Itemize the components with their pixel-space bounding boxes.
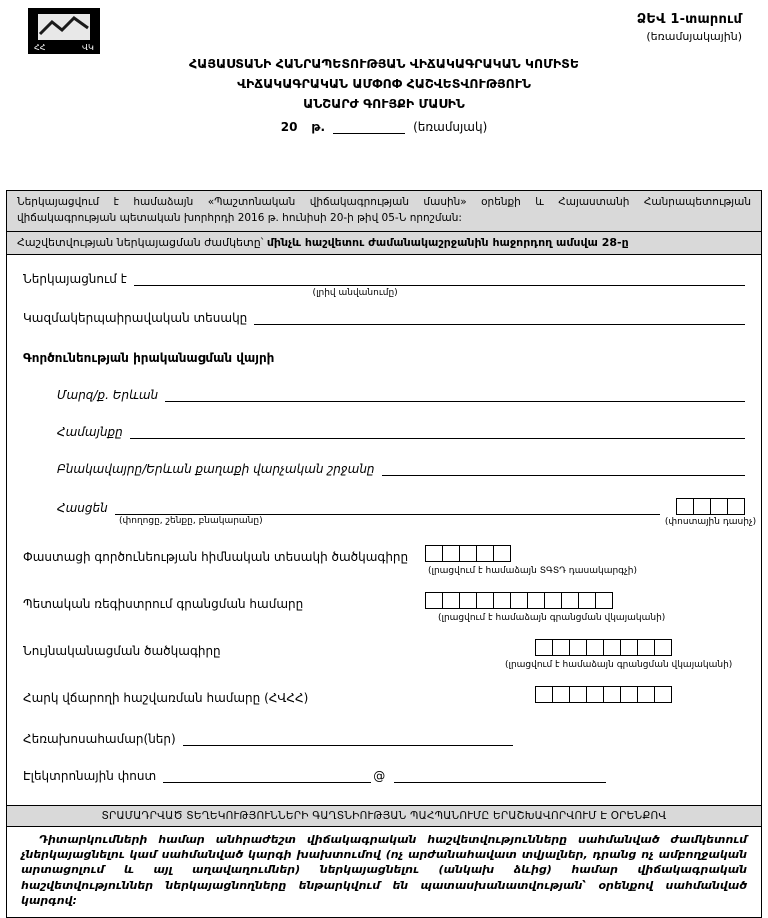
activity-code-caption: (լրացվում է համաձայն ՏԳՏԴ դասակարգչի) xyxy=(428,565,637,576)
code-cell[interactable] xyxy=(425,592,443,609)
activity-code-row xyxy=(23,545,745,576)
year-unit: թ. xyxy=(311,120,326,134)
code-cell[interactable] xyxy=(527,592,545,609)
code-cell[interactable] xyxy=(476,545,494,562)
region-fill-line[interactable] xyxy=(165,387,745,402)
deadline-prefix: Հաշվետվության ներկայացման ժամկետը՝ xyxy=(17,235,267,249)
region-label: Մարզ/ք. Երևան xyxy=(57,387,159,402)
code-cell[interactable] xyxy=(535,639,553,656)
logo-letters-right: ՎԿ xyxy=(82,43,94,52)
code-cell[interactable] xyxy=(476,592,494,609)
code-cell[interactable] xyxy=(578,592,596,609)
presenter-fill-line[interactable] xyxy=(134,271,745,286)
year-prefix: 20 xyxy=(280,120,298,134)
tin-cells xyxy=(535,686,672,703)
code-cell[interactable] xyxy=(676,498,694,515)
org-type-row xyxy=(23,310,745,325)
activity-place-heading: Գործունեության իրականացման վայրի xyxy=(23,350,275,365)
title-block xyxy=(0,54,768,134)
address-caption: (փողոցը, շենքը, բնակարանը) xyxy=(119,515,263,526)
settlement-row xyxy=(23,461,745,476)
address-fill-line[interactable] xyxy=(115,500,660,515)
code-cell[interactable] xyxy=(493,592,511,609)
activity-code-cells xyxy=(425,545,511,562)
email-local-fill-line[interactable] xyxy=(163,768,371,783)
code-cell[interactable] xyxy=(425,545,443,562)
phone-fill-line[interactable] xyxy=(183,731,513,746)
register-caption: (լրացվում է համաձայն գրանցման վկայականի) xyxy=(438,612,666,623)
code-cell[interactable] xyxy=(654,639,672,656)
postal-caption: (փոստային դասիչ) xyxy=(664,516,757,527)
report-title: ՎԻՃԱԿԱԳՐԱԿԱՆ ԱՄՓՈՓ ՀԱՇՎԵՏՎՈՒԹՅՈՒՆ xyxy=(237,76,531,91)
code-cell[interactable] xyxy=(561,592,579,609)
code-cell[interactable] xyxy=(552,639,570,656)
email-row xyxy=(23,768,745,783)
activity-place-heading-row xyxy=(23,351,745,365)
phone-label: Հեռախոսահամար(ներ) xyxy=(23,731,176,746)
postal-code-block xyxy=(664,498,757,527)
code-cell[interactable] xyxy=(654,686,672,703)
report-subject: ԱՆՇԱՐԺ ԳՈՒՅՔԻ ՄԱՍԻՆ xyxy=(303,96,465,111)
code-cell[interactable] xyxy=(710,498,728,515)
code-cell[interactable] xyxy=(544,592,562,609)
code-cell[interactable] xyxy=(442,545,460,562)
armstat-logo xyxy=(28,8,100,54)
register-number-row xyxy=(23,592,745,623)
armstat-logo-graphic xyxy=(28,8,100,54)
code-cell[interactable] xyxy=(586,639,604,656)
tin-row xyxy=(23,686,745,705)
register-number-cells xyxy=(425,592,613,609)
email-label: Էլեկտրոնային փոստ xyxy=(23,768,157,783)
code-cell[interactable] xyxy=(595,592,613,609)
code-cell[interactable] xyxy=(569,639,587,656)
form-code: ՁԵՎ 1-տարում xyxy=(636,12,742,27)
report-date-line xyxy=(0,120,768,134)
code-cell[interactable] xyxy=(459,592,477,609)
quarter-fill-line[interactable] xyxy=(333,121,405,134)
org-type-fill-line[interactable] xyxy=(254,310,745,325)
code-cell[interactable] xyxy=(620,639,638,656)
code-cell[interactable] xyxy=(510,592,528,609)
community-label: Համայնքը xyxy=(57,424,123,439)
id-code-row xyxy=(23,639,745,670)
email-domain-fill-line[interactable] xyxy=(394,768,606,783)
region-row xyxy=(23,387,745,402)
settlement-fill-line[interactable] xyxy=(382,461,745,476)
id-code-cells xyxy=(535,639,672,656)
fields-area xyxy=(7,255,761,805)
period-suffix: (եռամսյակ) xyxy=(413,120,488,134)
form-code-block xyxy=(637,12,742,43)
email-at-sign: @ xyxy=(373,768,386,783)
committee-title: ՀԱՅԱՍՏԱՆԻ ՀԱՆՐԱՊԵՏՈՒԹՅԱՆ ՎԻՃԱԿԱԳՐԱԿԱՆ ԿՈՄԻՏԵ xyxy=(189,56,579,71)
id-code-caption: (լրացվում է համաձայն գրանցման վկայականի) xyxy=(505,659,733,670)
code-cell[interactable] xyxy=(459,545,477,562)
form-body-box xyxy=(6,190,762,918)
code-cell[interactable] xyxy=(637,686,655,703)
address-row xyxy=(23,498,757,527)
code-cell[interactable] xyxy=(603,686,621,703)
code-cell[interactable] xyxy=(493,545,511,562)
community-fill-line[interactable] xyxy=(130,424,745,439)
code-cell[interactable] xyxy=(620,686,638,703)
presenter-caption: (լրիվ անվանումը) xyxy=(312,287,398,298)
settlement-label: Բնակավայրը/Երևան քաղաքի վարչական շրջանը xyxy=(57,461,375,476)
liability-note: Դիտարկումների համար անհրաժեշտ վիճակագրական հաշվետվությունները սահմանված ժամկետում չներկայացնելու կամ սահմանված կարգի խախտումով (ոչ արժանահավատ տվյալներ, դրանց ոչ ամբողջական արտացոլում և այլ աղավաղումներ) ներկայացնելու (անկախ ձևից) համար վիճակագրական հաշվետվություններ ներկայացնողները ենթարկվում են պատասխանատվության՝ օրենքով սահմանված կարգով: xyxy=(21,832,747,908)
form-periodicity: (եռամսյակային) xyxy=(646,30,742,43)
code-cell[interactable] xyxy=(569,686,587,703)
confidentiality-bar: ՏՐԱՄԱԴՐՎԱԾ ՏԵՂԵԿՈՒԹՅՈՒՆՆԵՐԻ ԳԱՂՏՆԻՈՒԹՅԱՆ ՊԱՀՊԱՆՈՒՄԸ ԵՐԱՇԽԱՎՈՐՎՈՒՄ Է ՕՐԵՆՔՈՎ xyxy=(7,805,761,827)
org-type-label: Կազմակերպաիրավական տեսակը xyxy=(23,310,248,325)
code-cell[interactable] xyxy=(603,639,621,656)
tin-label: Հարկ վճարողի հաշվառման համարը (ՀՎՀՀ) xyxy=(23,690,309,705)
deadline-row xyxy=(7,232,761,255)
register-number-label: Պետական ռեգիստրում գրանցման համարը xyxy=(23,596,304,611)
presenter-label: Ներկայացնում է xyxy=(23,271,127,286)
legal-basis-text: Ներկայացվում է համաձայն «Պաշտոնական վիճակագրության մասին» օրենքի և Հայաստանի Հանրապետության վիճակագրության պետական խորհրդի 2016 թ. հունիսի 20-ի թիվ 05-Ն որոշման: xyxy=(7,191,761,232)
postal-code-cells xyxy=(676,498,745,515)
code-cell[interactable] xyxy=(727,498,745,515)
form-header xyxy=(0,0,768,188)
id-code-label: Նույնականացման ծածկագիրը xyxy=(23,643,221,658)
code-cell[interactable] xyxy=(586,686,604,703)
activity-code-label: Փաստացի գործունեության հիմնական տեսակի ծածկագիրը xyxy=(23,549,409,564)
community-row xyxy=(23,424,745,439)
address-label: Հասցեն xyxy=(57,500,108,515)
code-cell[interactable] xyxy=(535,686,553,703)
code-cell[interactable] xyxy=(552,686,570,703)
logo-letters-left: ՀՀ xyxy=(34,43,46,52)
code-cell[interactable] xyxy=(442,592,460,609)
presenter-row xyxy=(23,271,745,298)
code-cell[interactable] xyxy=(637,639,655,656)
phone-row xyxy=(23,731,745,746)
code-cell[interactable] xyxy=(693,498,711,515)
deadline-bold: մինչև հաշվետու ժամանակաշրջանին հաջորդող ամսվա 28-ը xyxy=(266,235,629,249)
